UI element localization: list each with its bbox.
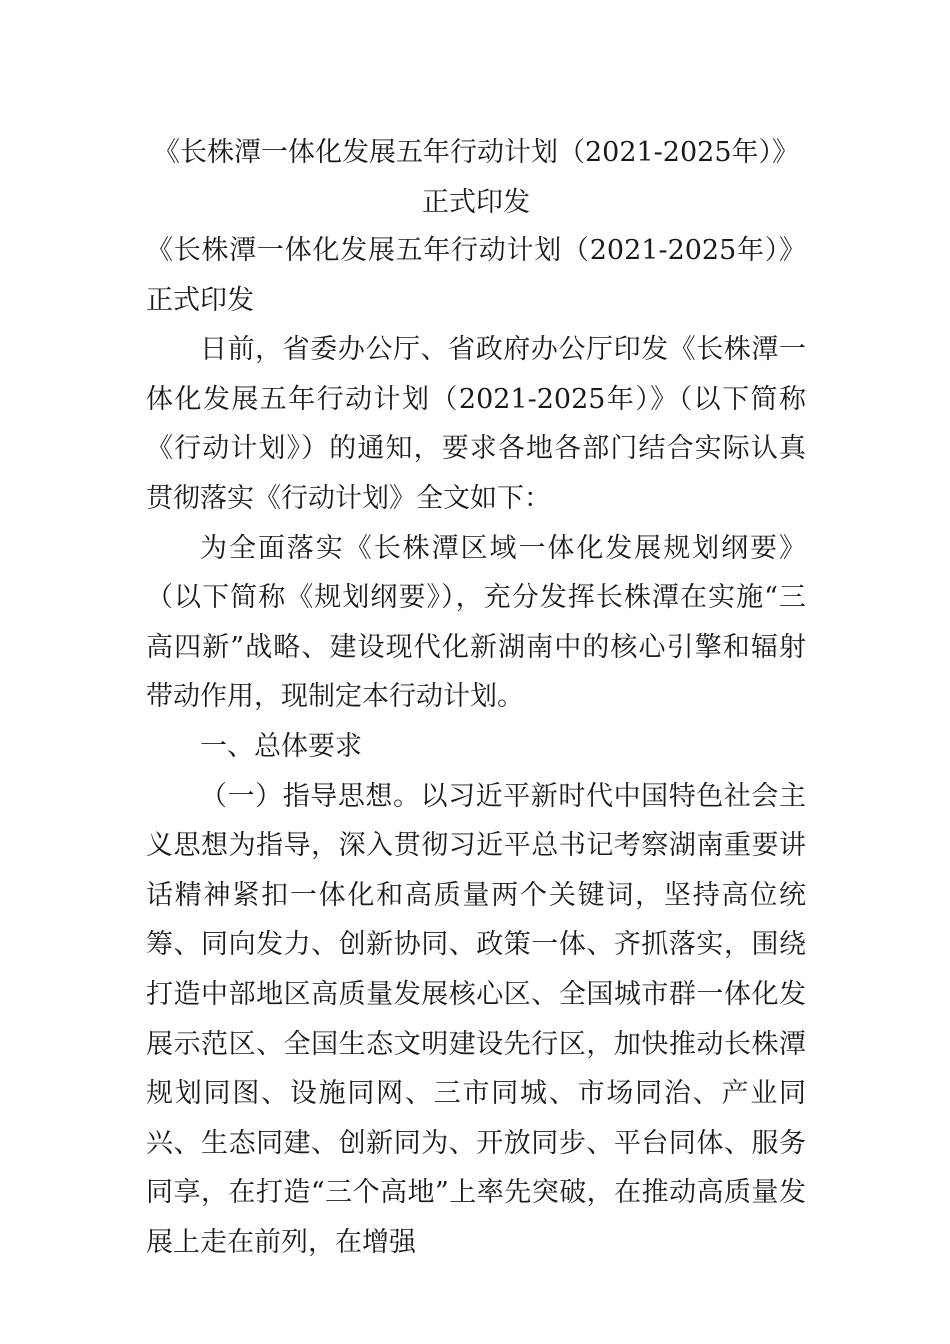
- subtitle-paragraph: 《长株潭一体化发展五年行动计划（2021-2025年）》正式印发: [146, 235, 806, 316]
- guiding-thought-paragraph: （一）指导思想。以习近平新时代中国特色社会主义思想为指导，深入贯彻习近平总书记考察湖南重要讲话精神紧扣一体化和高质量两个关键词，坚持高位统筹、同向发力、创新协同、政策一体、齐抓落实，围绕打造中部地区高质量发展核心区、全国城市群一体化发展示范区、全国生态文明建设先行区，加快推动长株潭规划同图、设施同网、三市同城、市场同治、产业同兴、生态同建、创新同为、开放同步、平台同体、服务同享，在打造“三个高地”上率先突破，在推动高质量发展上走在前列，在增强: [146, 780, 806, 1258]
- purpose-paragraph: 为全面落实《长株潭区域一体化发展规划纲要》（以下简称《规划纲要》），充分发挥长株潭在实施“三高四新”战略、建设现代化新湖南中的核心引擎和辐射带动作用，现制定本行动计划。: [146, 532, 806, 713]
- document-title: 《长株潭一体化发展五年行动计划（2021-2025年）》正式印发: [152, 137, 800, 218]
- intro-paragraph: 日前，省委办公厅、省政府办公厅印发《长株潭一体化发展五年行动计划（2021-2025年）》（以下简称《行动计划》）的通知，要求各地各部门结合实际认真贯彻落实《行动计划》全文如下：: [146, 334, 806, 514]
- document-body: [146, 226, 806, 1267]
- section-heading: 一、总体要求: [200, 730, 362, 762]
